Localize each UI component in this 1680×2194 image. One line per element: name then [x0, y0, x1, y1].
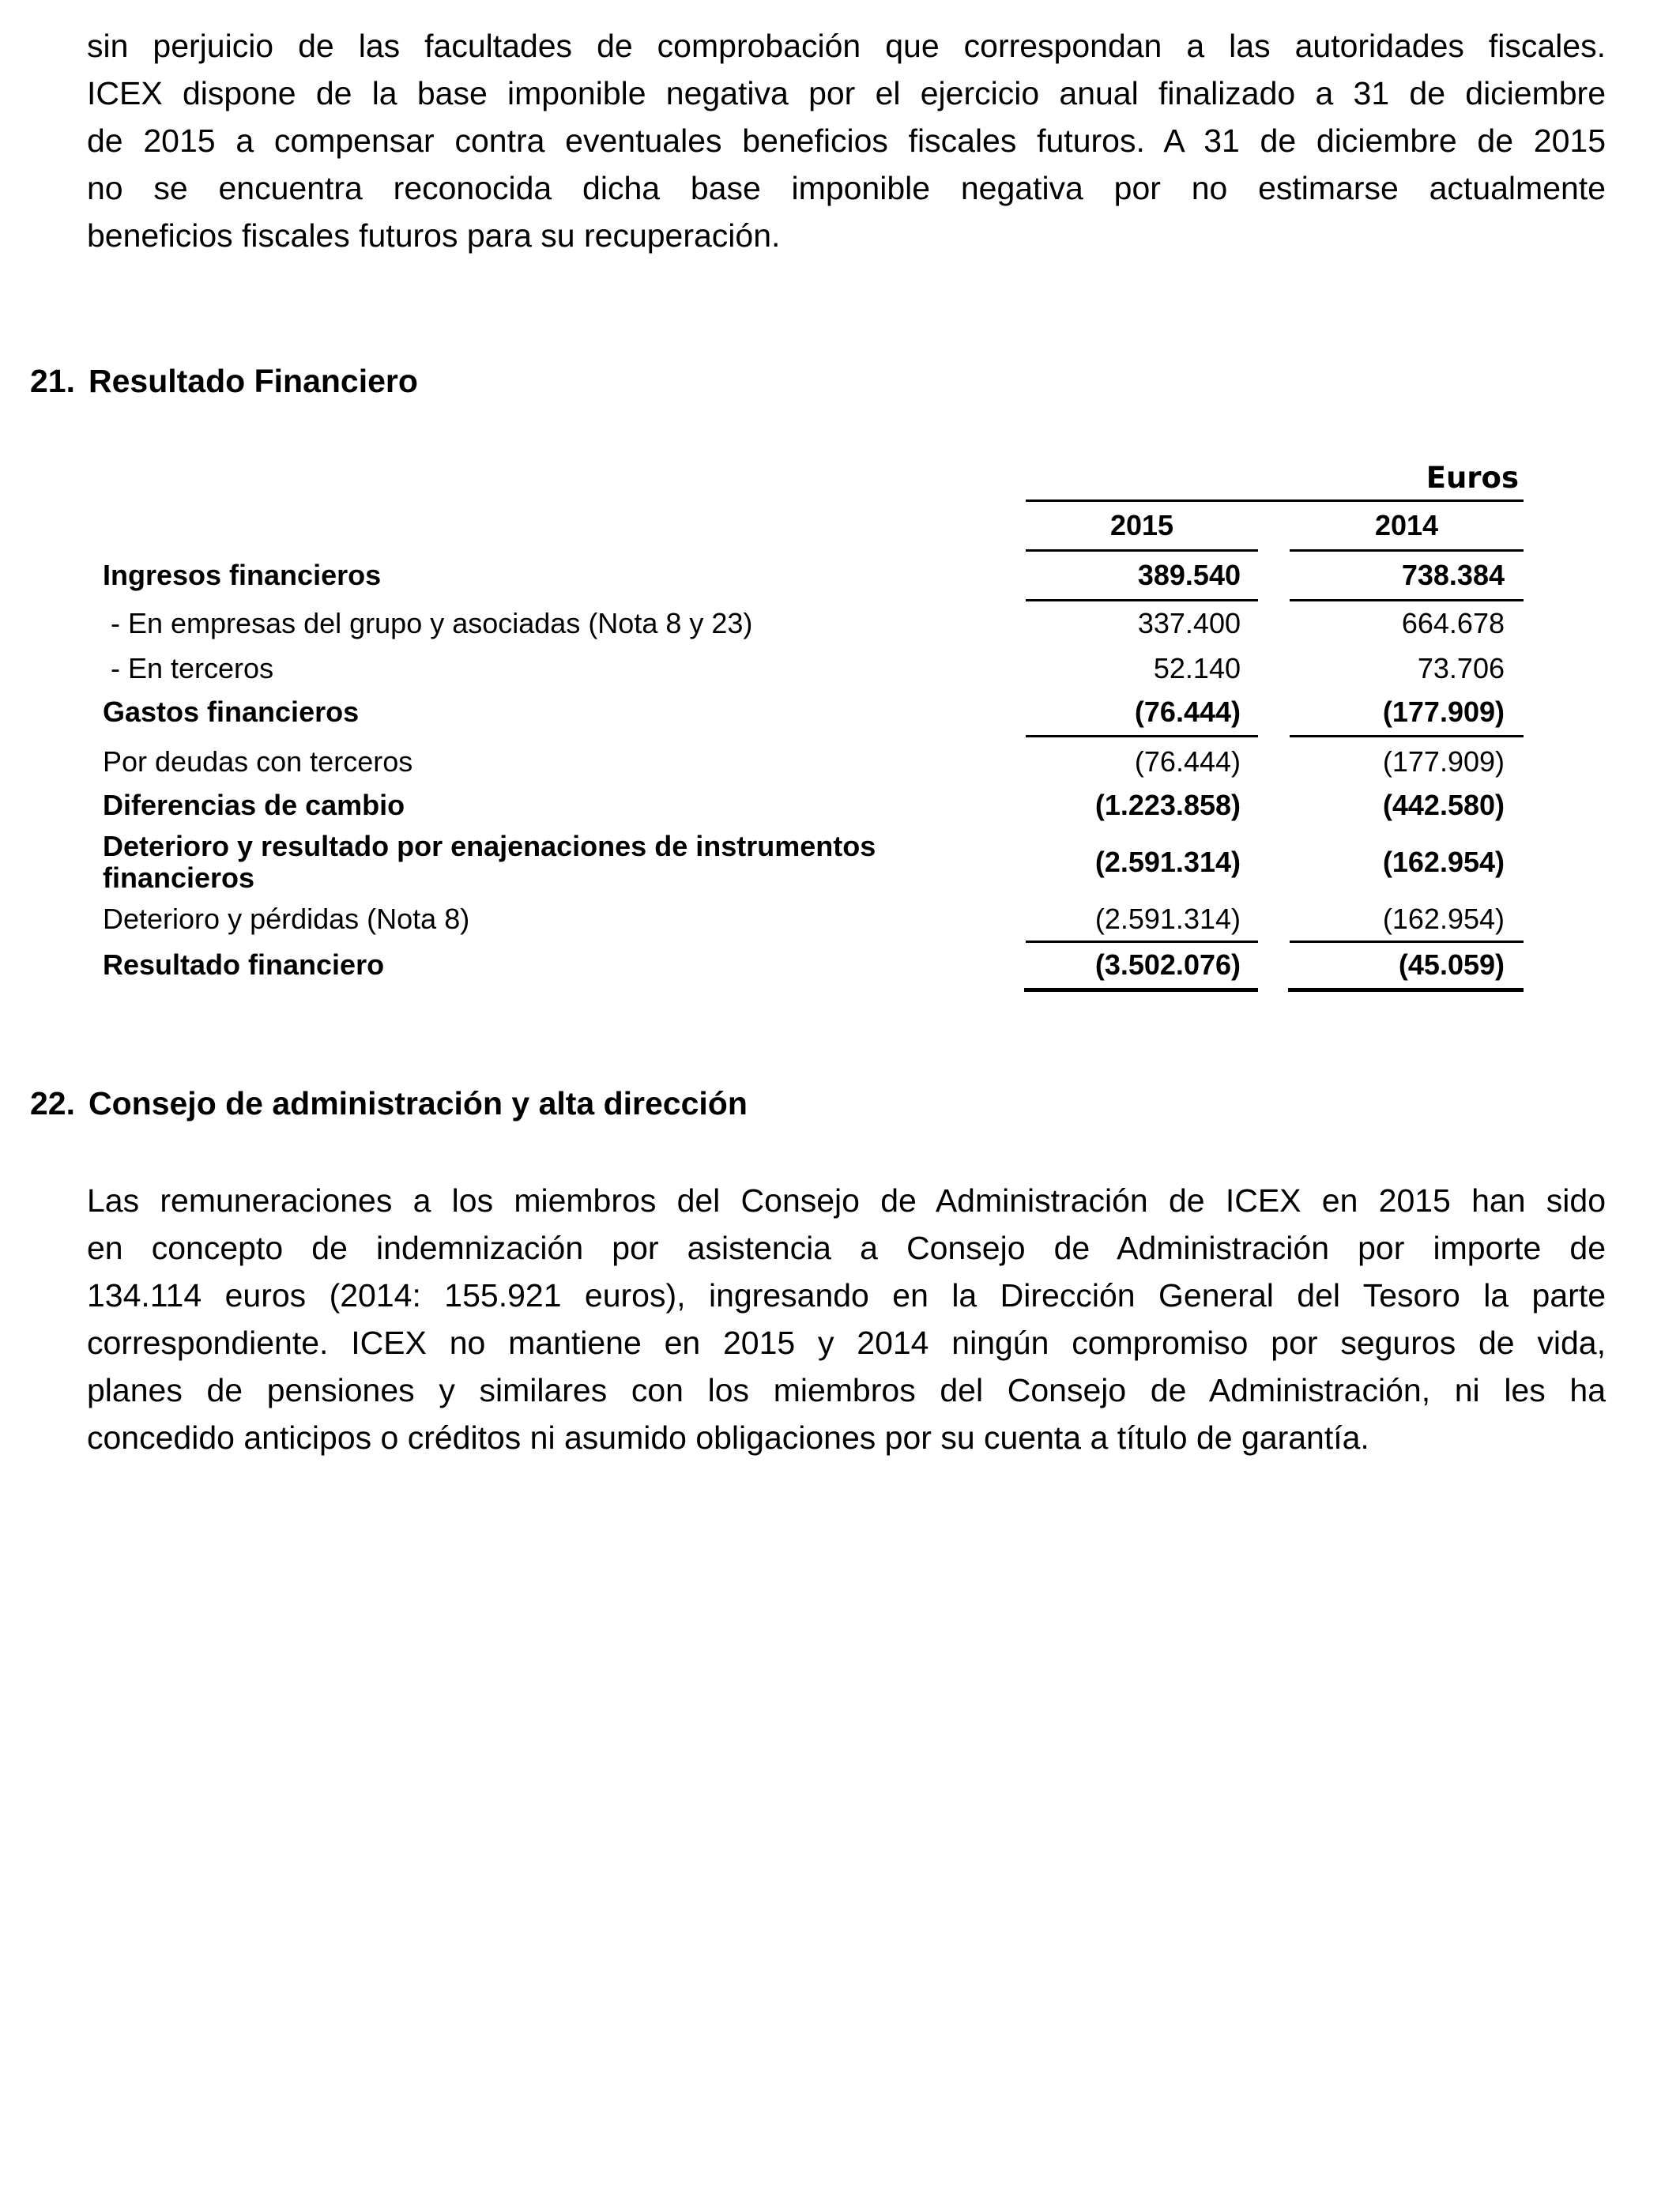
header-rule [1026, 499, 1524, 502]
row-rule [1026, 941, 1258, 943]
section-22-heading [30, 1084, 748, 1123]
cell-2014: (177.909) [1382, 745, 1505, 778]
cell-2015: (76.444) [1134, 745, 1241, 778]
row-label: Gastos financieros [103, 696, 360, 728]
cell-2015: 52.140 [1153, 652, 1241, 684]
cell-2014: 664.678 [1401, 607, 1505, 639]
row-label: Deterioro y pérdidas (Nota 8) [103, 903, 470, 935]
cell-2015: (1.223.858) [1094, 789, 1241, 821]
column-rule [1290, 549, 1524, 552]
closing-line: correspondiente. ICEX no mantiene en 2015 y 2014 ningún compromiso por seguros de vida, [87, 1325, 1606, 1361]
intro-paragraph [87, 22, 1606, 259]
column-header-2015: 2015 [1109, 509, 1174, 541]
row-label: Resultado financiero [103, 948, 385, 981]
row-label-line1: Deterioro y resultado por enajenaciones de instrumentos [103, 830, 876, 862]
cell-2015: 389.540 [1137, 559, 1241, 591]
cell-2014: (177.909) [1382, 696, 1505, 728]
closing-line: en concepto de indemnización por asistencia a Consejo de Administración por importe de [87, 1230, 1606, 1266]
closing-paragraph [87, 1177, 1606, 1461]
column-header-2014: 2014 [1374, 509, 1439, 541]
row-label: - En empresas del grupo y asociadas (Nota 8 y 23) [103, 607, 753, 639]
cell-2014: (45.059) [1398, 948, 1505, 981]
closing-line: planes de pensiones y similares con los miembros del Consejo de Administración, ni les ha [87, 1372, 1606, 1408]
row-rule [1290, 941, 1524, 943]
cell-2015: (2.591.314) [1094, 903, 1241, 935]
intro-line: beneficios fiscales futuros para su recuperación. [87, 217, 781, 254]
row-label: Por deudas con terceros [103, 745, 413, 778]
cell-2015: 337.400 [1137, 607, 1241, 639]
cell-2014: (162.954) [1382, 846, 1505, 878]
intro-line: sin perjuicio de las facultades de comprobación que correspondan a las autoridades fiscales. [87, 28, 1606, 64]
cell-2014: (442.580) [1382, 789, 1505, 821]
closing-line: 134.114 euros (2014: 155.921 euros), ingresando en la Dirección General del Tesoro la parte [87, 1277, 1606, 1314]
row-rule [1026, 599, 1258, 601]
cell-2014: 73.706 [1417, 652, 1505, 684]
cell-2015: (3.502.076) [1094, 948, 1241, 981]
total-rule [1024, 988, 1258, 992]
cell-2014: 738.384 [1401, 559, 1505, 591]
cell-2014: (162.954) [1382, 903, 1505, 935]
closing-line: Las remuneraciones a los miembros del Consejo de Administración de ICEX en 2015 han sido [87, 1182, 1606, 1219]
cell-2015: (76.444) [1134, 696, 1241, 728]
row-rule [1290, 599, 1524, 601]
total-rule [1288, 988, 1524, 992]
row-label: - En terceros [103, 652, 274, 684]
intro-line: ICEX dispone de la base imponible negativa por el ejercicio anual finalizado a 31 de diciembre [87, 75, 1606, 111]
closing-line: concedido anticipos o créditos ni asumido obligaciones por su cuenta a título de garantía. [87, 1419, 1369, 1456]
section-21-heading [30, 361, 418, 401]
intro-line: de 2015 a compensar contra eventuales beneficios fiscales futuros. A 31 de diciembre de 2015 [87, 123, 1606, 159]
row-label: Diferencias de cambio [103, 789, 405, 821]
section-number: 21. [30, 363, 75, 399]
section-title: Resultado Financiero [89, 363, 418, 399]
currency-label: Euros [1426, 461, 1519, 495]
column-rule [1026, 549, 1258, 552]
section-title: Consejo de administración y alta dirección [89, 1085, 748, 1122]
cell-2015: (2.591.314) [1094, 846, 1241, 878]
row-rule [1290, 735, 1524, 737]
section-number: 22. [30, 1085, 75, 1122]
intro-line: no se encuentra reconocida dicha base imponible negativa por no estimarse actualmente [87, 170, 1606, 206]
row-label: Ingresos financieros [103, 559, 382, 591]
row-rule [1026, 735, 1258, 737]
row-label-line2: financieros [103, 861, 255, 894]
